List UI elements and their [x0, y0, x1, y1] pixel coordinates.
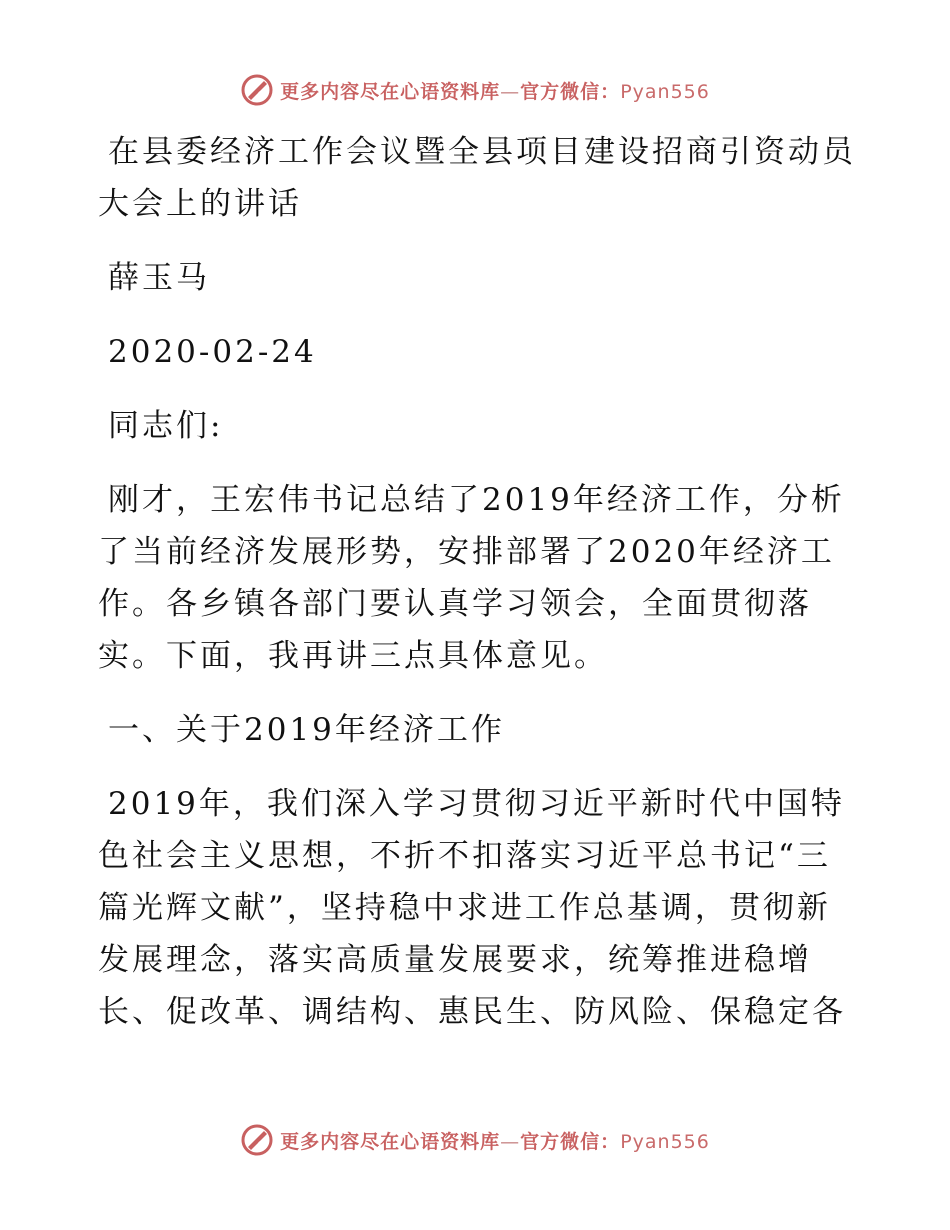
- section-heading: 一、关于2019年经济工作: [108, 712, 505, 748]
- watermark-main: 更多内容尽在心语资料库: [280, 80, 501, 103]
- paragraph-intro: 刚才，王宏伟书记总结了2019年经济工作，分析了当前经济发展形势，安排部署了2020年经济工作。各乡镇各部门要认真学习领会，全面贯彻落实。下面，我再讲三点具体意见。: [98, 482, 845, 674]
- watermark-text: [280, 77, 710, 104]
- pen-seal-icon: [240, 73, 274, 107]
- watermark-footer: [0, 1120, 950, 1160]
- watermark-wechat-label: 官方微信：: [520, 80, 621, 103]
- paragraph-body: 2019年，我们深入学习贯彻习近平新时代中国特色社会主义思想，不折不扣落实习近平总书记“三篇光辉文献”，坚持稳中求进工作总基调，贯彻新发展理念，落实高质量发展要求，统筹推进稳增长、促改革、调结构、惠民生、防风险、保稳定各: [98, 786, 846, 1030]
- document-body: [98, 126, 858, 1060]
- watermark-main: 更多内容尽在心语资料库: [280, 1130, 501, 1153]
- pen-seal-icon: [240, 1123, 274, 1157]
- salutation: 同志们:: [108, 408, 224, 444]
- watermark-wechat-id: Pyan556: [620, 1130, 710, 1153]
- watermark-separator: —: [500, 80, 521, 103]
- watermark-header: [0, 70, 950, 110]
- watermark-separator: —: [500, 1130, 521, 1153]
- watermark-wechat-id: Pyan556: [620, 80, 710, 103]
- document-author: 薛玉马: [108, 260, 210, 296]
- watermark-text: [280, 1127, 710, 1154]
- document-title: 在县委经济工作会议暨全县项目建设招商引资动员大会上的讲话: [98, 134, 856, 222]
- watermark-wechat-label: 官方微信：: [520, 1130, 621, 1153]
- document-date: 2020-02-24: [108, 334, 317, 370]
